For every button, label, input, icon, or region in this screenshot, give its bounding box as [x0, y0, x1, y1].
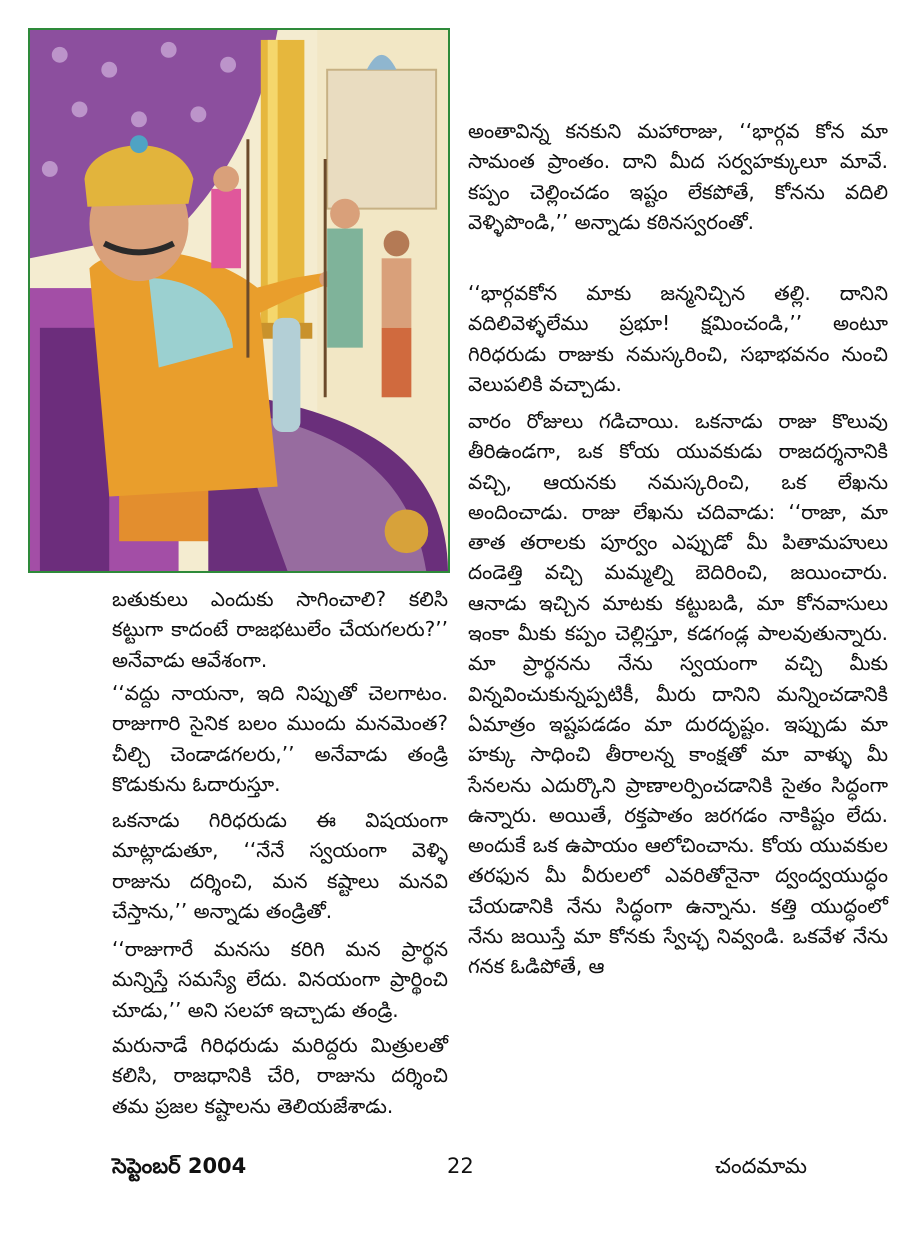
paragraph-left-4: ‘‘రాజుగారే మనసు కరిగి మన ప్రార్థన మన్నిస్తే సమస్యే లేదు. వినయంగా ప్రార్థించి చూడు,’’ అని సలహా ఇచ్చాడు తండ్రి. [112, 937, 448, 1022]
page-number: 22 [447, 1154, 474, 1178]
magazine-name: చందమామ [715, 1154, 807, 1178]
paragraph-right-1: అంతావిన్న కనకుని మహారాజు, ‘‘భార్గవ కోన మా సామంత ప్రాంతం. దాని మీద సర్వహక్కులూ మావే. కప్పం చెల్లించడం ఇష్టం లేకపోతే, కోనను వదిలి వెళ్ళిపొండి,’’ అన్నాడు కఠినస్వరంతో. [468, 119, 888, 234]
paragraph-left-2: ‘‘వద్దు నాయనా, ఇది నిప్పుతో చెలగాటం. రాజుగారి సైనిక బలం ముందు మనమెంత? చీల్చి చెండాడగలరు,’’ అనేవాడు తండ్రి కొడుకును ఓదారుస్తూ. [112, 681, 448, 796]
paragraph-left-1: బతుకులు ఎందుకు సాగించాలి? కలిసి కట్టుగా కాదంటే రాజభటులేం చేయగలరు?’’ అనేవాడు ఆవేశంగా. [112, 587, 448, 672]
footer-date: సెప్టెంబర్ 2004 [112, 1154, 247, 1178]
paragraph-left-5: మరునాడే గిరిధరుడు మరిద్దరు మిత్రులతో కలిసి, రాజధానికి చేరి, రాజును దర్శించి తమ ప్రజల కష్టాలను తెలియజేశాడు. [112, 1033, 448, 1118]
paragraph-left-3: ఒకనాడు గిరిధరుడు ఈ విషయంగా మాట్లాడుతూ, ‘‘నేనే స్వయంగా వెళ్ళి రాజును దర్శించి, మన కష్టాలు మనవి చేస్తాను,’’ అన్నాడు తండ్రితో. [112, 808, 448, 923]
paragraph-right-2: ‘‘భార్గవకోన మాకు జన్మనిచ్చిన తల్లి. దానిని వదిలివెళ్ళలేము ప్రభూ! క్షమించండి,’’ అంటూ గిరిధరుడు రాజుకు నమస్కరించి, సభాభవనం నుంచి వెలుపలికి వచ్చాడు. [468, 281, 888, 396]
paragraph-right-3: వారం రోజులు గడిచాయి. ఒకనాడు రాజు కొలువు తీరిఉండగా, ఒక కోయ యువకుడు రాజదర్శనానికి వచ్చి, ఆయనకు నమస్కరించి, ఒక లేఖను అందించాడు. రాజు లేఖను చదివాడు: ‘‘రాజా, మా తాత తరాలకు పూర్వం ఎప్పుడో మీ పితామహులు దండెత్తి వచ్చి మమ్మల్ని బెదిరించి, జయించారు. ఆనాడు ఇచ్చిన మాటకు కట్టుబడి, మా కోనవాసులు ఇంకా మీకు కప్పం చెల్లిస్తూ, కడగండ్ల పాలవుతున్నారు. మా ప్రార్థనను నేను స్వయంగా వచ్చి మీకు విన్నవించుకున్నప్పటికీ, మీరు దానిని మన్నించడానికి ఏమాత్రం ఇష్టపడడం మా దురదృష్టం. ఇప్పుడు మా హక్కు సాధించి తీరాలన్న కాంక్షతో మా వాళ్ళు మీ సేనలను ఎదుర్కొని ప్రాణాలర్పించడానికి సైతం సిద్ధంగా ఉన్నారు. అయితే, రక్తపాతం జరగడం నాకిష్టం లేదు. అందుకే ఒక ఉపాయం ఆలోచించాను. కోయ యువకుల తరఫున మీ వీరులలో ఎవరితోనైనా ద్వంద్వయుద్ధం చేయడానికి నేను సిద్ధంగా ఉన్నాను. కత్తి యుద్ధంలో నేను జయిస్తే మా కోనకు స్వేచ్ఛ నివ్వండి. ఒకవేళ నేను గనక ఓడిపోతే, ఆ [468, 409, 888, 979]
king-court-illustration [28, 28, 450, 573]
